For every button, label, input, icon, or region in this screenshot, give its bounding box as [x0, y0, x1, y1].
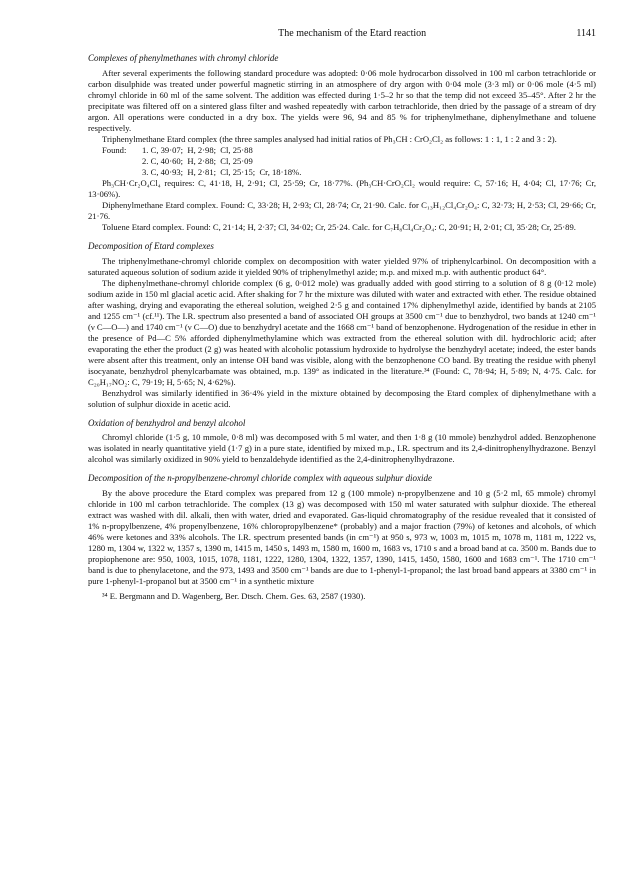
- paragraph: The diphenylmethane-chromyl chloride complex (6 g, 0·012 mole) was gradually added with good stirring to a solution of 8 g (0·12 mole) sodium azide in 150 ml glacial acetic acid. After shaking for 7 hr the mixture was diluted with water and extracted with ether. The residue obtained after washing, drying and evaporating the ethereal solution, weighed 2·5 g and contained 17% diphenylmethyl azide, identified by bands at 2105 and 1255 cm⁻¹ (cf.¹¹). The I.R. spectrum also presented a band of associated OH groups at 3500 cm⁻¹ due to benzhydrol, two bands at 1240 cm⁻¹ (ν C—O—) and 1740 cm⁻¹ (ν C—O) due to benzhydryl acetate and the 1668 cm⁻¹ band of benzophenone. Hydrogenation of the residue in ether in the presence of Pd—C 5% afforded diphenylmethylamine which was extracted from the ethereal solution with dil. hydrochloric acid; after evaporating the ether the product (2 g) was heated with alcoholic potassium hydroxide to hydrolyse the benzhydryl acetate; indeed, the ester bands were absent after this treatment, only an intense OH band was visible, along with the benzophenone CO band. By treating the residue with phenyl isocyanate, benzhydrol phenylcarbamate was obtained, m.p. 139° as indicated in the literature.³⁴ (Found: C, 78·94; H, 5·89; N, 4·75. Calc. for C₂₀H₁₇NO₂: C, 79·19; H, 5·65; N, 4·62%).: [88, 277, 596, 387]
- found-row: 3. C, 40·93; H, 2·81; Cl, 25·15; Cr, 18·18%.: [142, 166, 302, 177]
- paragraph: Chromyl chloride (1·5 g, 10 mmole, 0·8 ml) was decomposed with 5 ml water, and then 1·8 g (10 mmole) benzhydrol added. Benzophenone was isolated in nearly quantitative yield (1·7 g) in a pure state, identified by mixed m.p., I.R. spectrum and its 2,4-dinitrophenylhydrazone. Benzyl alcohol was similarly oxidized in 90% yield to benzaldehyde identified as the 2,4-dinitrophenylhydrazone.: [88, 432, 596, 465]
- paragraph: By the above procedure the Etard complex was prepared from 12 g (100 mmole) n-propylbenzene and 10 g (5·2 ml, 65 mmole) chromyl chloride in 100 ml carbon tetrachloride. The complex (13 g) was decomposed with 150 ml water saturated with sulphur dioxide. The ethereal extract was washed with dil. alkali, then with water, dried and evaporated. Gas-liquid chromatography of the residue revealed that it consisted of 1% n-propylbenzene, 4% propenylbenzene, 16% chloropropylbenzene* (probably) and a major fraction (79%) of ketones and alcohols, of which 46% were ketones and 33% alcohols. The I.R. spectrum presented bands (in cm⁻¹) at 950 s, 973 w, 1003 m, 1015 m, 1078 m, 1181 m, 1222 vs, 1280 m, 1304 w, 1322 w, 1357 s, 1390 m, 1415 m, 1450 s, 1493 m, 1580 m, 1600 m, 1683 vs, 1710 s and a broad band at ca. 3500 m. Bands due to propiophenone are: 950, 1003, 1015, 1078, 1181, 1222, 1280, 1304, 1322, 1357, 1390, 1415, 1450, 1580, 1600 and 1683 cm⁻¹. The 1710 cm⁻¹ band is due to phenylacetone, and the 973, 1493 and 3500 cm⁻¹ bands are due to 1-phenyl-1-propanol; the last broad band appears at 3380 cm⁻¹ in pure 1-phenyl-1-propanol but at 3500 cm⁻¹ in a synthetic mixture: [88, 488, 596, 587]
- section-heading-propyl: Decomposition of the n-propylbenzene-chromyl chloride complex with aqueous sulphur dioxide: [88, 473, 433, 484]
- section-heading-oxidation: Oxidation of benzhydrol and benzyl alcohol: [88, 417, 246, 428]
- paragraph: After several experiments the following standard procedure was adopted: 0·06 mole hydrocarbon dissolved in 100 ml carbon tetrachloride or carbon disulphide was treated under powerful magnetic stirring in an atmosphere of dry argon with 0·04 mole (3·3 ml) or 0·06 mole (4·5 ml) chromyl chloride in 60 ml of the same solvent. The addition was effected during 1·5–2 hr so that the temp did not exceed 35–45°. After 2 hr the precipitate was filtered off on a sintered glass filter and washed repeatedly with carbon tetrachloride, then dried by the passage of a stream of dry argon. All operations were conducted in a dry box. The yields were 96, 94 and 85 % for triphenylmethane, diphenylmethane and toluene respectively.: [88, 67, 596, 133]
- found-label: Found:: [102, 144, 127, 155]
- section-heading-complexes: Complexes of phenylmethanes with chromyl chloride: [88, 53, 279, 63]
- paragraph: The triphenylmethane-chromyl chloride complex on decomposition with water yielded 97% of triphenylcarbinol. On decomposition with a saturated aqueous solution of sodium azide it yielded 90% of triphenylmethyl azide; m.p. and mixed m.p. with authentic product 64°.: [88, 255, 596, 277]
- footnote: ³⁴ E. Bergmann and D. Wagenberg, Ber. Dtsch. Chem. Ges. 63, 2587 (1930).: [102, 591, 366, 602]
- found-row: 1. C, 39·07; H, 2·98; Cl, 25·88: [142, 144, 253, 155]
- paragraph: Diphenylmethane Etard complex. Found: C, 33·28; H, 2·93; Cl, 28·74; Cr, 21·90. Calc. for C₁₃H₁₂Cl₄Cr₂O₄: C, 32·73; H, 2·53; Cl, 29·66; Cr, 21·76.: [88, 199, 596, 221]
- paragraph: Toluene Etard complex. Found: C, 21·14; H, 2·37; Cl, 34·02; Cr, 25·24. Calc. for C₇H₈Cl₄Cr₂O₄: C, 20·91; H, 2·01; Cl, 35·28; Cr, 25·89.: [102, 221, 576, 232]
- running-title: The mechanism of the Etard reaction: [278, 28, 427, 39]
- paragraph: Benzhydrol was similarly identified in 36·4% yield in the mixture obtained by decomposing the Etard complex of diphenylmethane with a solution of sulphur dioxide in acetic acid.: [88, 387, 596, 409]
- found-analysis: [88, 145, 596, 178]
- page-number: 1141: [576, 28, 596, 39]
- paragraph: Triphenylmethane Etard complex (the three samples analysed had initial ratios of Ph₃CH : CrO₂Cl₂ as follows: 1 : 1, 1 : 2 and 3 : 2).: [102, 133, 557, 144]
- paragraph: Ph₃CH·Cr₂O₄Cl₄ requires: C, 41·18, H, 2·91; Cl, 25·59; Cr, 18·77%. (Ph₃CH·CrO₂Cl₂ would require: C, 57·16; H, 4·04; Cl, 17·76; Cr, 13·06%).: [88, 177, 596, 199]
- section-heading-decomposition: Decomposition of Etard complexes: [88, 240, 214, 251]
- found-row: 2. C, 40·60; H, 2·88; Cl, 25·09: [142, 155, 253, 166]
- page-header: [88, 28, 596, 39]
- journal-page: [88, 28, 596, 602]
